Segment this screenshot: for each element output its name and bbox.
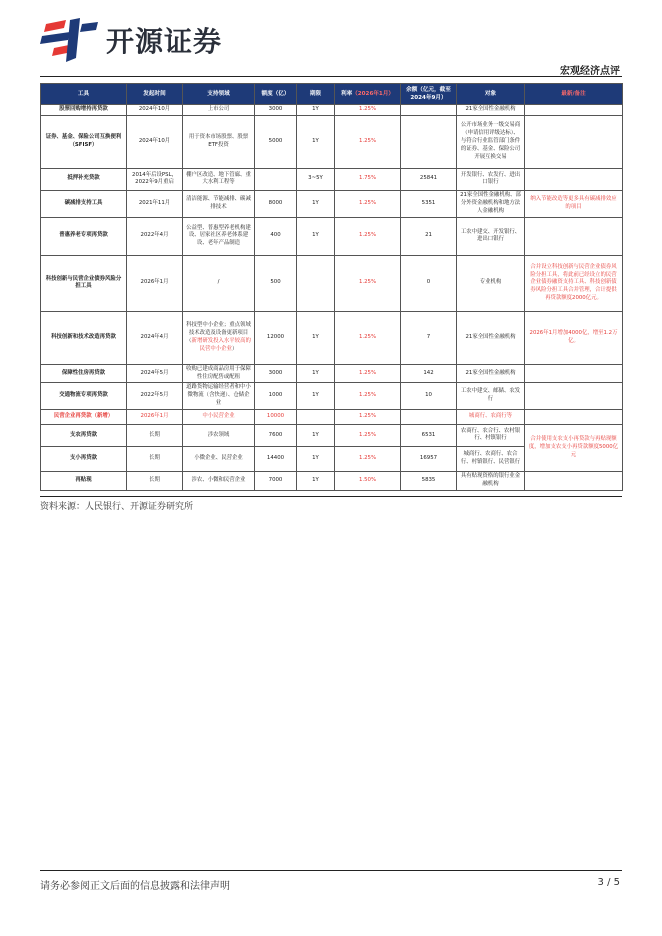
cell-target: 工农中建交、开发银行、进出口银行 (457, 217, 525, 255)
cell-launch: 2024年5月 (127, 364, 183, 383)
cell-field: 中小民营企业 (183, 409, 255, 424)
cell-tool: 股票回购增持再贷款 (41, 105, 127, 116)
cell-field: / (183, 255, 255, 311)
cell-field: 公益型、普惠型养老机构建设、居家社区养老体系建设、老年产品制造 (183, 217, 255, 255)
cell-note (525, 409, 623, 424)
cell-tool: 保障性住房再贷款 (41, 364, 127, 383)
cell-quota: 8000 (255, 190, 297, 217)
report-type: 宏观经济点评 (560, 66, 620, 77)
cell-rate: 1.25% (335, 383, 401, 409)
cell-launch: 2024年10月 (127, 105, 183, 116)
cell-balance: 5835 (401, 471, 457, 490)
cell-rate: 1.50% (335, 471, 401, 490)
cell-field: 科技型中小企业；重点领域技术改造及设备更新项目（新增研发投入水平较高的民营中小企业） (183, 311, 255, 364)
cell-note (525, 364, 623, 383)
cell-tool: 普惠养老专项再贷款 (41, 217, 127, 255)
cell-tool: 证券、基金、保险公司互换便利（SFISF） (41, 115, 127, 168)
cell-note (525, 115, 623, 168)
cell-tool: 再贴现 (41, 471, 127, 490)
table-row (41, 311, 623, 364)
cell-balance: 21 (401, 217, 457, 255)
cell-rate: 1.25% (335, 311, 401, 364)
cell-rate: 1.25% (335, 115, 401, 168)
cell-tool: 科技创新和技术改造再贷款 (41, 311, 127, 364)
header-rate: 利率（2026年1月） (335, 84, 401, 105)
cell-quota: 3000 (255, 105, 297, 116)
cell-tool: 支农再贷款 (41, 424, 127, 446)
cell-rate: 1.25% (335, 409, 401, 424)
cell-launch: 长期 (127, 446, 183, 471)
source-note: 资料来源：人民银行、开源证券研究所 (40, 502, 194, 512)
cell-term: 1Y (297, 217, 335, 255)
table-row (41, 471, 623, 490)
cell-rate: 1.25% (335, 424, 401, 446)
cell-target: 农商行、农合行、农村银行、村镇银行 (457, 424, 525, 446)
cell-field: 涉农、小微和民营企业 (183, 471, 255, 490)
cell-note: 合并使用支农支小再贷款与再贴现额度，增加支农支小再贷款额度5000亿元 (525, 424, 623, 471)
cell-field: 用于资本市场股票、股票ETF投资 (183, 115, 255, 168)
cell-balance (401, 105, 457, 116)
cell-target: 21家全国性金融机构 (457, 311, 525, 364)
cell-quota (255, 168, 297, 190)
cell-term: 1Y (297, 364, 335, 383)
cell-field: 清洁能源、节能减排、碳减排技术 (183, 190, 255, 217)
cell-launch: 2024年10月 (127, 115, 183, 168)
header-term: 期限 (297, 84, 335, 105)
cell-target: 城商行、农商行等 (457, 409, 525, 424)
cell-note (525, 168, 623, 190)
table-row (41, 168, 623, 190)
cell-rate: 1.75% (335, 168, 401, 190)
table-row (41, 424, 623, 446)
cell-balance: 6531 (401, 424, 457, 446)
cell-launch: 2024年4月 (127, 311, 183, 364)
header-balance: 余额（亿元，截至2024年9月） (401, 84, 457, 105)
cell-tool: 交通物流专项再贷款 (41, 383, 127, 409)
brand-logo (40, 18, 222, 62)
footer-disclaimer: 请务必参阅正文后面的信息披露和法律声明 (40, 881, 230, 892)
cell-target: 工农中建交、邮储、农发行 (457, 383, 525, 409)
cell-quota: 1000 (255, 383, 297, 409)
footer-divider (40, 870, 622, 871)
cell-rate: 1.25% (335, 255, 401, 311)
cell-tool: 科技创新与民营企业债券风险分担工具 (41, 255, 127, 311)
cell-field: 涉农领域 (183, 424, 255, 446)
cell-rate: 1.25% (335, 190, 401, 217)
cell-note (525, 217, 623, 255)
cell-balance (401, 409, 457, 424)
cell-tool: 支小再贷款 (41, 446, 127, 471)
cell-target: 公开市场业务一级交易商（申请信用评级达标）、与符合行业监管部门条件的证券、基金、保险公司开展互换交易 (457, 115, 525, 168)
cell-quota: 3000 (255, 364, 297, 383)
cell-note: 合并设立科技创新与民营企业债券风险分担工具，将此前已经设立的民营企业债券融资支持工具、科技创新债券风险分担工具合并管理，合计提供再贷款额度2000亿元。 (525, 255, 623, 311)
brand-logo-mark (40, 18, 100, 62)
cell-launch: 2021年11月 (127, 190, 183, 217)
cell-quota: 7600 (255, 424, 297, 446)
cell-balance: 5351 (401, 190, 457, 217)
cell-rate: 1.25% (335, 446, 401, 471)
cell-rate: 1.25% (335, 105, 401, 116)
header-target: 对象 (457, 84, 525, 105)
table-header-row (41, 84, 623, 105)
cell-target: 具有贴现资格的银行业金融机构 (457, 471, 525, 490)
cell-launch: 2022年4月 (127, 217, 183, 255)
cell-target: 21家全国性金融机构 (457, 105, 525, 116)
header-divider (40, 76, 622, 77)
cell-field: 棚户区改造、地下管廊、重大水利工程等 (183, 168, 255, 190)
cell-launch: 2026年1月 (127, 255, 183, 311)
table-row (41, 190, 623, 217)
cell-tool: 抵押补充贷款 (41, 168, 127, 190)
source-divider (40, 496, 622, 497)
cell-quota: 400 (255, 217, 297, 255)
header-quota: 额度（亿） (255, 84, 297, 105)
header-field: 支持领域 (183, 84, 255, 105)
table-row (41, 255, 623, 311)
cell-note (525, 471, 623, 490)
cell-term: 1Y (297, 471, 335, 490)
cell-term (297, 409, 335, 424)
cell-target: 21家全国性金融机构、部分外资金融机构和地方法人金融机构 (457, 190, 525, 217)
cell-balance: 142 (401, 364, 457, 383)
table-row (41, 217, 623, 255)
cell-field: 道路货物运输经营者和中小微物流（含快递）、仓储企业 (183, 383, 255, 409)
cell-note: 纳入节能改造等更多具有碳减排效应的项目 (525, 190, 623, 217)
cell-balance: 0 (401, 255, 457, 311)
cell-note (525, 105, 623, 116)
cell-field: 收购已建成商品房用于保障性住房配售或配租 (183, 364, 255, 383)
table-row (41, 115, 623, 168)
cell-tool: 碳减排支持工具 (41, 190, 127, 217)
cell-target: 专业机构 (457, 255, 525, 311)
cell-quota: 10000 (255, 409, 297, 424)
cell-balance (401, 115, 457, 168)
cell-balance: 7 (401, 311, 457, 364)
cell-quota: 5000 (255, 115, 297, 168)
cell-target: 城商行、农商行、农合行、村镇银行、民营银行 (457, 446, 525, 471)
cell-quota: 500 (255, 255, 297, 311)
cell-balance: 25841 (401, 168, 457, 190)
cell-field: 小微企业、民营企业 (183, 446, 255, 471)
policy-tools-table (40, 83, 623, 491)
table-row (41, 383, 623, 409)
cell-target: 21家全国性金融机构 (457, 364, 525, 383)
cell-quota: 12000 (255, 311, 297, 364)
cell-term: 1Y (297, 105, 335, 116)
cell-note: 2026年1月增加4000亿，增至1.2万亿。 (525, 311, 623, 364)
cell-rate: 1.25% (335, 364, 401, 383)
cell-launch: 2026年1月 (127, 409, 183, 424)
cell-note (525, 383, 623, 409)
cell-term: 1Y (297, 446, 335, 471)
cell-launch: 长期 (127, 471, 183, 490)
cell-term: 1Y (297, 190, 335, 217)
cell-launch: 2014年后设PSL，2022年9月重启 (127, 168, 183, 190)
cell-field: 上市公司 (183, 105, 255, 116)
header-note: 最新/备注 (525, 84, 623, 105)
cell-term: 1Y (297, 424, 335, 446)
cell-balance: 16957 (401, 446, 457, 471)
cell-target: 开发银行、农发行、进出口银行 (457, 168, 525, 190)
cell-balance: 10 (401, 383, 457, 409)
cell-quota: 7000 (255, 471, 297, 490)
cell-quota: 14400 (255, 446, 297, 471)
cell-launch: 2022年5月 (127, 383, 183, 409)
cell-term: 1Y (297, 311, 335, 364)
table-row (41, 364, 623, 383)
cell-rate: 1.25% (335, 217, 401, 255)
cell-tool: 民营企业再贷款（新增） (41, 409, 127, 424)
cell-term: 1Y (297, 115, 335, 168)
cell-launch: 长期 (127, 424, 183, 446)
header-launch: 发起时间 (127, 84, 183, 105)
table-row-highlight (41, 409, 623, 424)
page-number: 3 / 5 (597, 877, 620, 888)
header-tool: 工具 (41, 84, 127, 105)
brand-name: 开源证券 (106, 25, 223, 58)
cell-term: 3~5Y (297, 168, 335, 190)
cell-term: 1Y (297, 383, 335, 409)
cell-term (297, 255, 335, 311)
table-row (41, 105, 623, 116)
